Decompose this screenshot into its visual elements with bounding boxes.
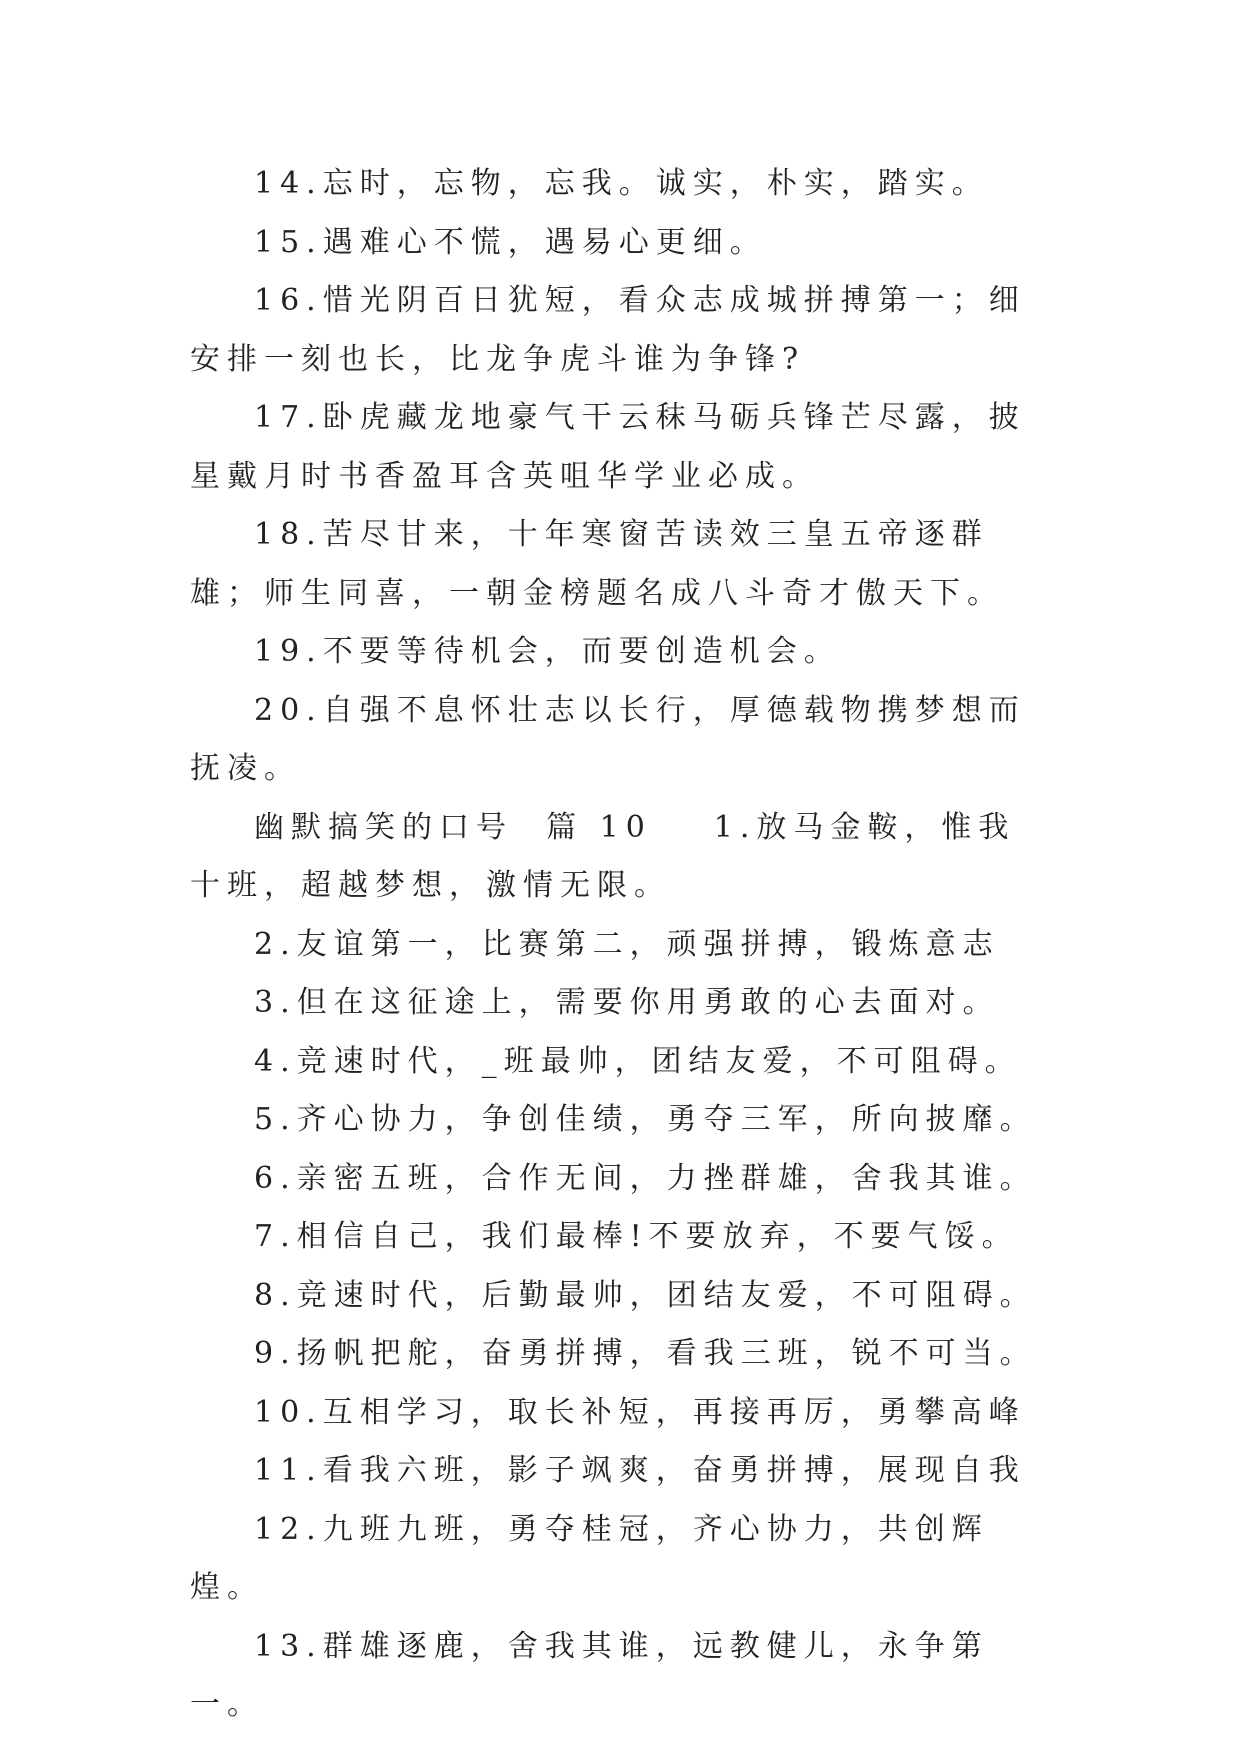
list-item-3: 3.但在这征途上，需要你用勇敢的心去面对。	[254, 985, 1000, 1020]
list-item-4: 4.竞速时代，_班最帅，团结友爱，不可阻碍。	[254, 1043, 1022, 1079]
paragraph-20: 20.自强不息怀壮志以长行，厚德载物携梦想而抚凌。	[190, 692, 1026, 786]
paragraph-17: 17.卧虎藏龙地豪气干云秣马砺兵锋芒尽露，披星戴月时书香盈耳含英咀华学业必成。	[190, 400, 1026, 494]
list-item-10: 10.互相学习，取长补短，再接再厉，勇攀高峰	[254, 1394, 1026, 1430]
paragraph-14: 14.忘时，忘物，忘我。诚实，朴实，踏实。	[254, 166, 989, 201]
list-item-2: 2.友谊第一，比赛第二，顽强拼搏，锻炼意志	[254, 926, 1000, 962]
section-title: 幽默搞笑的口号 篇 10	[254, 809, 652, 845]
list-item-5: 5.齐心协力，争创佳绩，勇夺三军，所向披靡。	[254, 1102, 1037, 1137]
section-first-item: 1.放马金鞍，惟我十班，超越梦想，激情无限。	[190, 809, 1016, 903]
paragraph-16: 16.惜光阴百日犹短，看众志成城拼搏第一；细安排一刻也长，比龙争虎斗谁为争锋?	[190, 283, 1026, 377]
list-item-13: 13.群雄逐鹿，舍我其谁，远教健儿，永争第一。	[190, 1628, 989, 1722]
list-item-6: 6.亲密五班，合作无间，力挫群雄，舍我其谁。	[254, 1160, 1037, 1196]
list-item-12: 12.九班九班，勇夺桂冠，齐心协力，共创辉煌。	[190, 1511, 989, 1605]
paragraph-19: 19.不要等待机会，而要创造机会。	[254, 634, 841, 669]
list-item-11: 11.看我六班，影子飒爽，奋勇拼搏，展现自我	[254, 1453, 1026, 1488]
paragraph-15: 15.遇难心不慌，遇易心更细。	[254, 224, 767, 260]
paragraph-18: 18.苦尽甘来，十年寒窗苦读效三皇五帝逐群雄；师生同喜，一朝金榜题名成八斗奇才傲天下。	[190, 517, 1004, 611]
section-paragraph	[190, 799, 1052, 916]
document-page	[190, 155, 1052, 1735]
list-item-9: 9.扬帆把舵，奋勇拼搏，看我三班，锐不可当。	[254, 1336, 1037, 1371]
list-item-7: 7.相信自己，我们最棒!不要放弃，不要气馁。	[254, 1219, 1019, 1254]
list-item-8: 8.竞速时代，后勤最帅，团结友爱，不可阻碍。	[254, 1277, 1037, 1313]
